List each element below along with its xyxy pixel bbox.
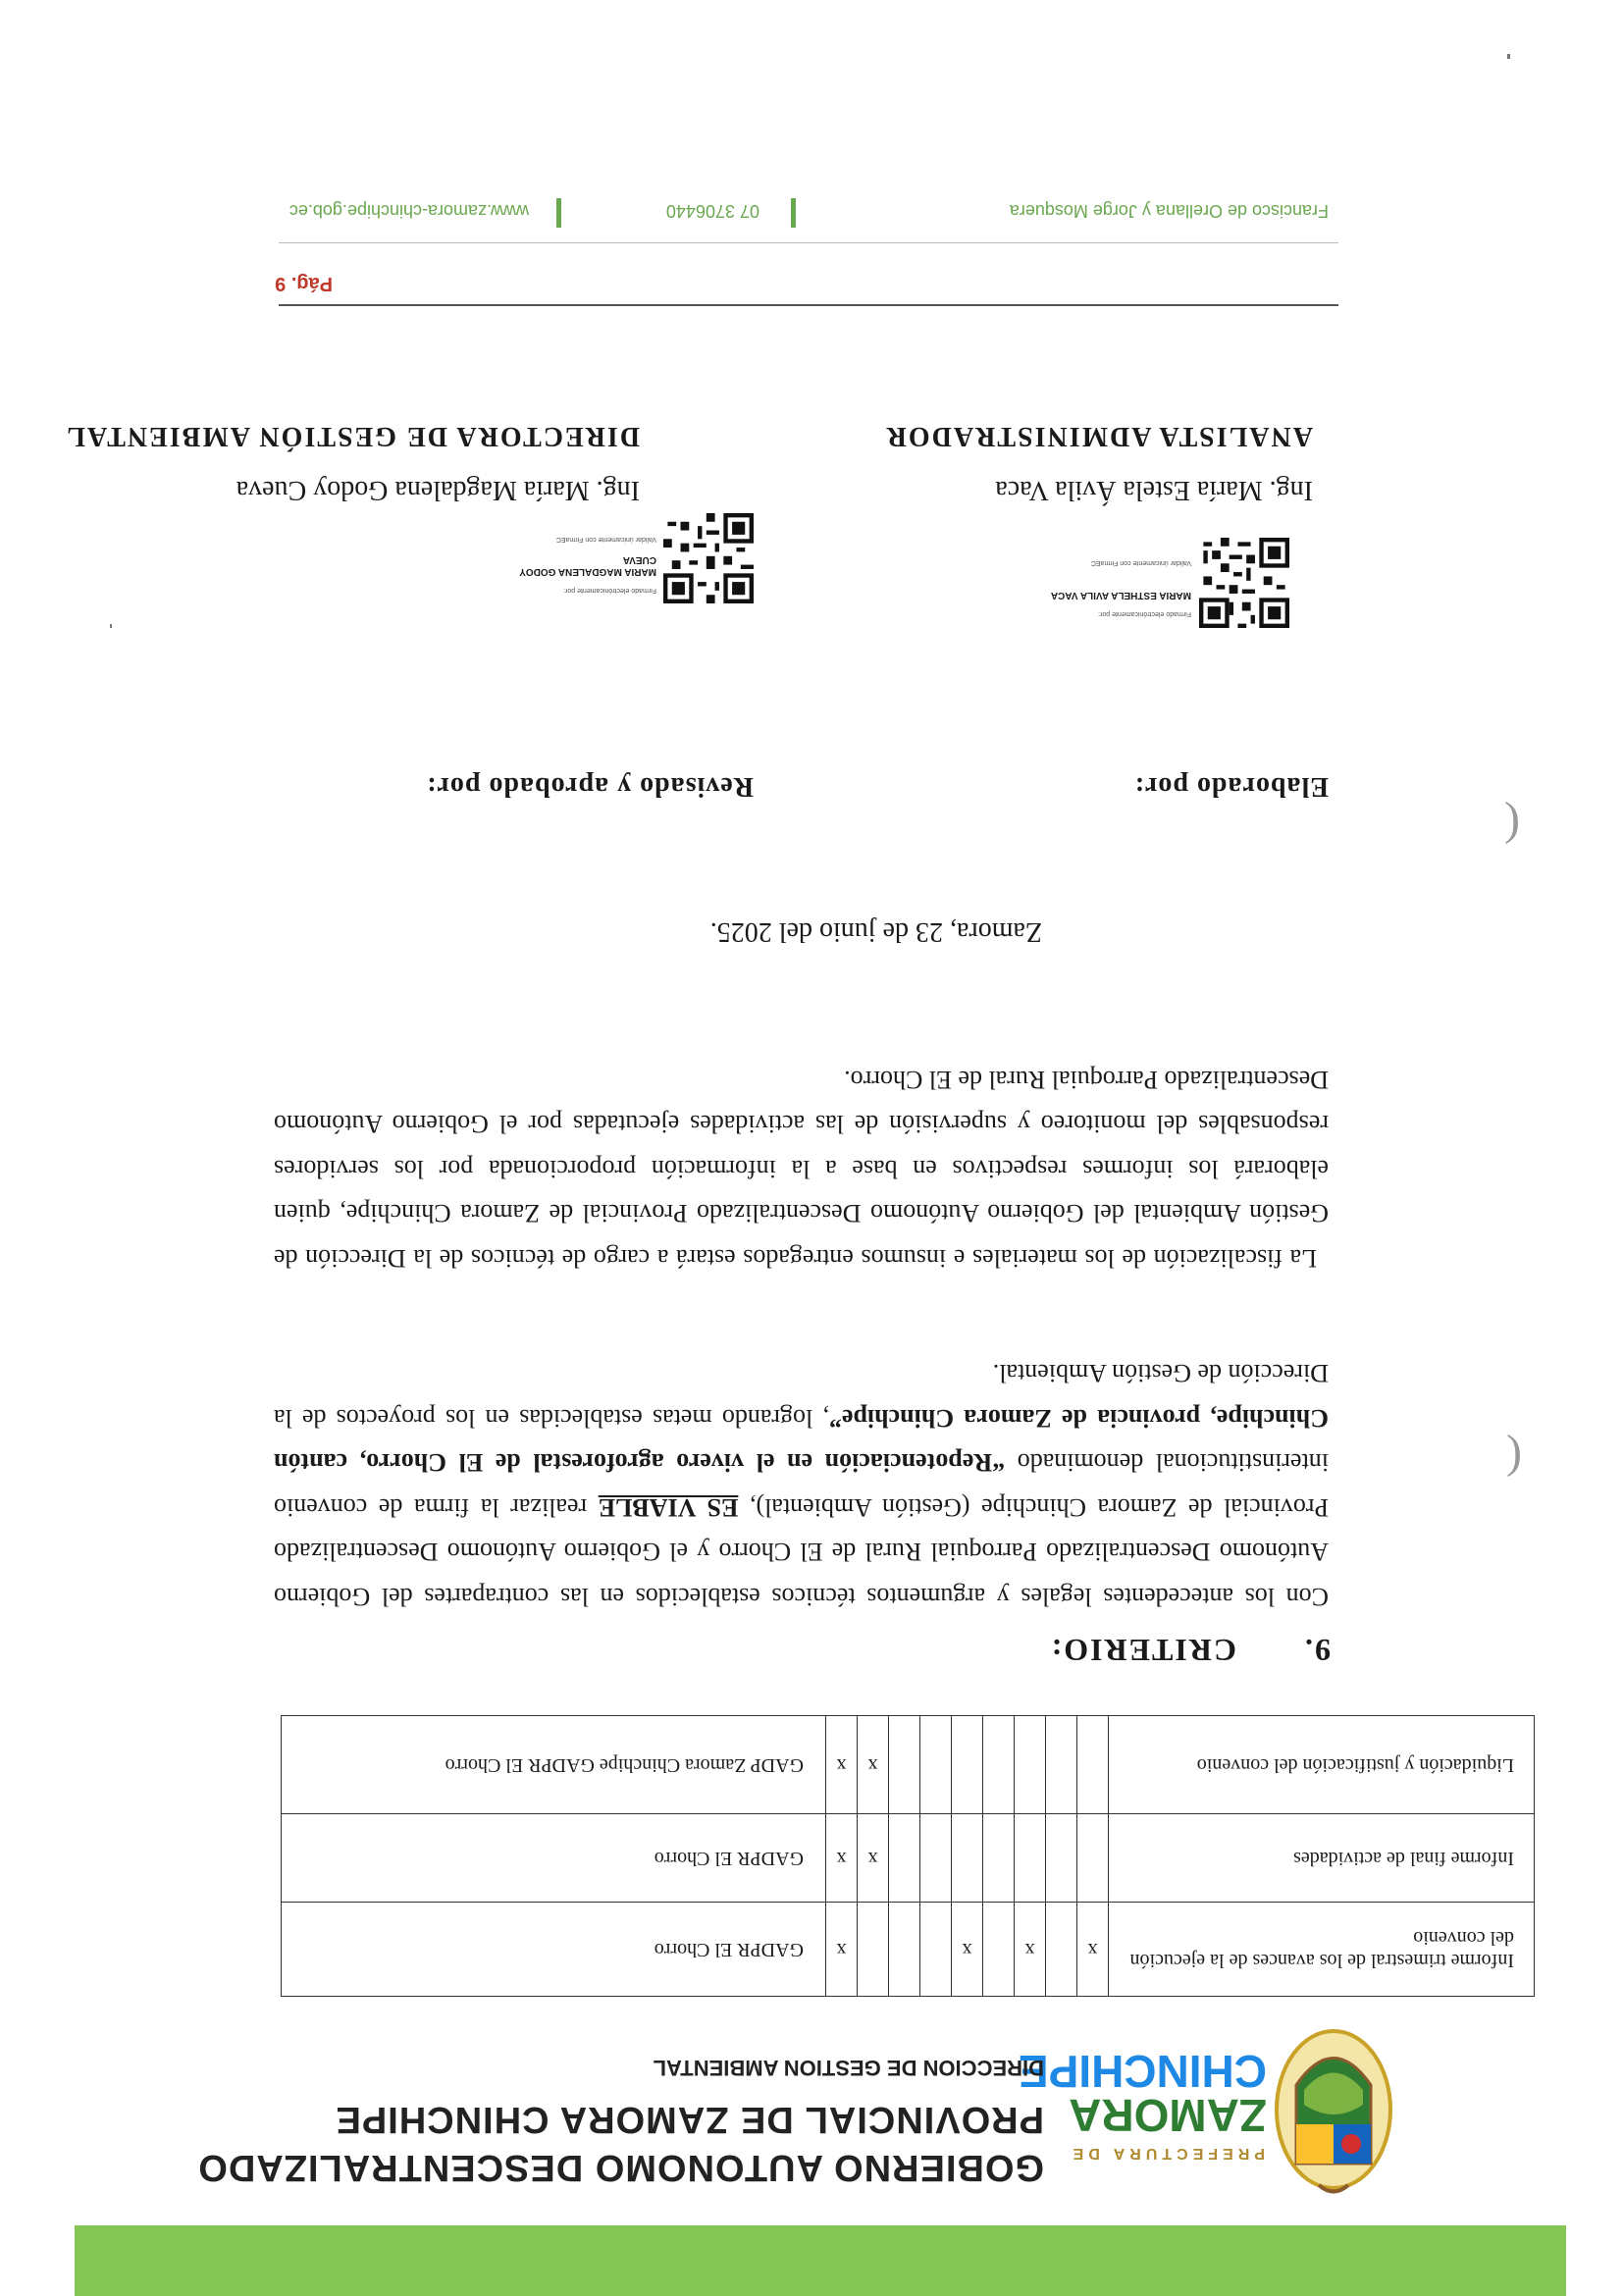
table-cell-mark xyxy=(1077,1814,1109,1903)
elaborado-label: Elaborado por: xyxy=(1133,771,1329,802)
elaborado-name: Ing. María Estela Ávila Vaca xyxy=(995,475,1313,505)
table-cell-mark xyxy=(1015,1716,1046,1814)
table-cell-mark: x xyxy=(826,1903,858,1997)
table-cell-mark xyxy=(983,1716,1015,1814)
table-cell-mark xyxy=(1046,1903,1077,1997)
header-line-1: GOBIERNO AUTONOMO DESCENTRALIZADO xyxy=(197,2147,1044,2188)
qr-signer-elaborado: MARIA ESTHELA AVILA VACA xyxy=(1050,590,1191,600)
table-cell-mark xyxy=(983,1814,1015,1903)
hole-punch-mark: ( xyxy=(1506,1434,1522,1486)
qr-validate-elaborado: Validar únicamente con FirmaEC xyxy=(1090,559,1191,566)
header-line-3: DIRECCION DE GESTION AMBIENTAL xyxy=(653,2056,1044,2080)
criterio-paragraph xyxy=(274,1351,1329,1619)
scan-speck xyxy=(110,624,112,628)
svg-text:CHINCHIPE: CHINCHIPE xyxy=(1018,2046,1267,2097)
table-cell-mark xyxy=(983,1903,1015,1997)
revisado-role: DIRECTORA DE GESTIÓN AMBIENTAL xyxy=(65,421,640,451)
footer-address: Francisco de Orellana y Jorge Mosquera xyxy=(1009,201,1329,221)
paragraph-text: Con los antecedentes legales y argumentos técnicos establecidos en las contrapartes del Gobierno Autónomo Descentralizado Parroquial Rural de El Chorro y el Gobierno Autónomo Descentralizado Provincial de Zamora Chinchipe (Gestión Ambiental), xyxy=(274,1493,1329,1611)
table-cell-mark xyxy=(889,1716,920,1814)
table-cell-mark xyxy=(952,1814,983,1903)
table-cell-mark xyxy=(1046,1814,1077,1903)
header-line-2: PROVINCIAL DE ZAMORA CHINCHIPE xyxy=(335,2099,1044,2140)
fiscalizacion-paragraph: La fiscalización de los materiales e insumos entregados estará a cargo de técnicos de la Dirección de Gestión Ambiental del Gobierno Autónomo Descentralizado Provincial de Zamora Chinchipe, quien elaborará los informes respectivos en base a la información proporcionada por los servidores responsables del monitoreo y supervisión de las actividades ejecutadas por el Gobierno Autónomo Descentralizado Parroquial Rural de El Chorro. xyxy=(274,1066,1329,1273)
table-cell-activity: Informe trimestral de los avances de la ejecución del convenio xyxy=(1109,1903,1535,1997)
footer-separator xyxy=(791,198,796,228)
table-cell-mark xyxy=(1077,1716,1109,1814)
table-cell-activity: Liquidación y justificación del convenio xyxy=(1109,1716,1535,1814)
paragraph-text: , logrando metas establecidas en los proyectos de la Dirección de Gestión Ambiental. xyxy=(274,1359,1329,1433)
table-cell-mark xyxy=(1046,1716,1077,1814)
footer-phone: 07 3706440 xyxy=(665,201,759,221)
project-name: “Repotenciación en el vivero agroforestal de El Chorro, cantón Chinchipe, provincia de Zamora Chinchipe” xyxy=(273,1404,1329,1478)
viable-emphasis: ES VIABLE xyxy=(598,1493,739,1522)
table-cell-mark: x xyxy=(858,1814,889,1903)
table-cell-mark xyxy=(858,1903,889,1997)
institution-header xyxy=(63,2055,1044,2188)
top-green-bar xyxy=(75,2225,1566,2296)
table-cell-mark xyxy=(1015,1814,1046,1903)
table-cell-mark: x xyxy=(1015,1903,1046,1997)
qr-caption-revisado: Firmado electrónicamente por: xyxy=(563,587,656,594)
elaborado-role: ANALISTA ADMINISTRADOR xyxy=(884,421,1313,451)
document-date: Zamora, 23 de junio del 2025. xyxy=(709,916,1042,947)
table-cell-mark: x xyxy=(1077,1903,1109,1997)
table-cell-mark: x xyxy=(826,1716,858,1814)
table-cell-mark xyxy=(920,1814,952,1903)
footer-divider-light xyxy=(279,242,1338,243)
table-cell-mark xyxy=(920,1716,952,1814)
svg-text:PREFECTURA DE: PREFECTURA DE xyxy=(1068,2145,1265,2162)
paragraph-text: realizar la firma de convenio interinstitucional denominado xyxy=(273,1448,1329,1522)
qr-validate-revisado: Validar únicamente con FirmaEC xyxy=(555,536,656,543)
table-row xyxy=(282,1814,1535,1903)
page-number: Pág. 9 xyxy=(275,273,333,294)
coat-of-arms-emblem xyxy=(1277,2031,1390,2192)
prefecture-logo xyxy=(1018,2016,1392,2203)
footer-divider xyxy=(279,305,1338,307)
svg-text:ZAMORA: ZAMORA xyxy=(1069,2090,1267,2141)
footer-website: www.zamora-chinchipe.gob.ec xyxy=(288,201,529,221)
section-heading: CRITERIO: xyxy=(1049,1633,1236,1668)
section-title xyxy=(1050,1632,1331,1668)
qr-code-elaborado xyxy=(1199,538,1289,628)
table-cell-responsible: GADP Zamora Chinchipe GADPR El Chorro xyxy=(282,1716,826,1814)
table-cell-activity: Informe final de actividades xyxy=(1109,1814,1535,1903)
table-cell-responsible: GADPR El Chorro xyxy=(282,1814,826,1903)
table-row xyxy=(282,1903,1535,1997)
table-cell-mark xyxy=(952,1716,983,1814)
hole-punch-mark: ( xyxy=(1504,801,1520,853)
section-number: 9. xyxy=(1303,1633,1331,1668)
table-cell-responsible: GADPR El Chorro xyxy=(282,1903,826,1997)
footer-separator xyxy=(556,198,561,228)
table-cell-mark xyxy=(889,1814,920,1903)
revisado-name: Ing. María Magdalena Godoy Cueva xyxy=(236,475,640,505)
table-cell-mark xyxy=(889,1903,920,1997)
qr-caption-elaborado: Firmado electrónicamente por: xyxy=(1098,610,1191,617)
qr-code-revisado xyxy=(663,513,754,603)
table-row xyxy=(282,1716,1535,1814)
table-cell-mark xyxy=(920,1903,952,1997)
activities-table xyxy=(281,1715,1535,1997)
scan-speck xyxy=(1507,54,1510,59)
revisado-label: Revisado y aprobado por: xyxy=(426,771,754,802)
table-cell-mark: x xyxy=(952,1903,983,1997)
qr-signer-revisado: MARIA MAGDALENA GODOY CUEVA xyxy=(519,554,656,577)
table-cell-mark: x xyxy=(858,1716,889,1814)
table-cell-mark: x xyxy=(826,1814,858,1903)
